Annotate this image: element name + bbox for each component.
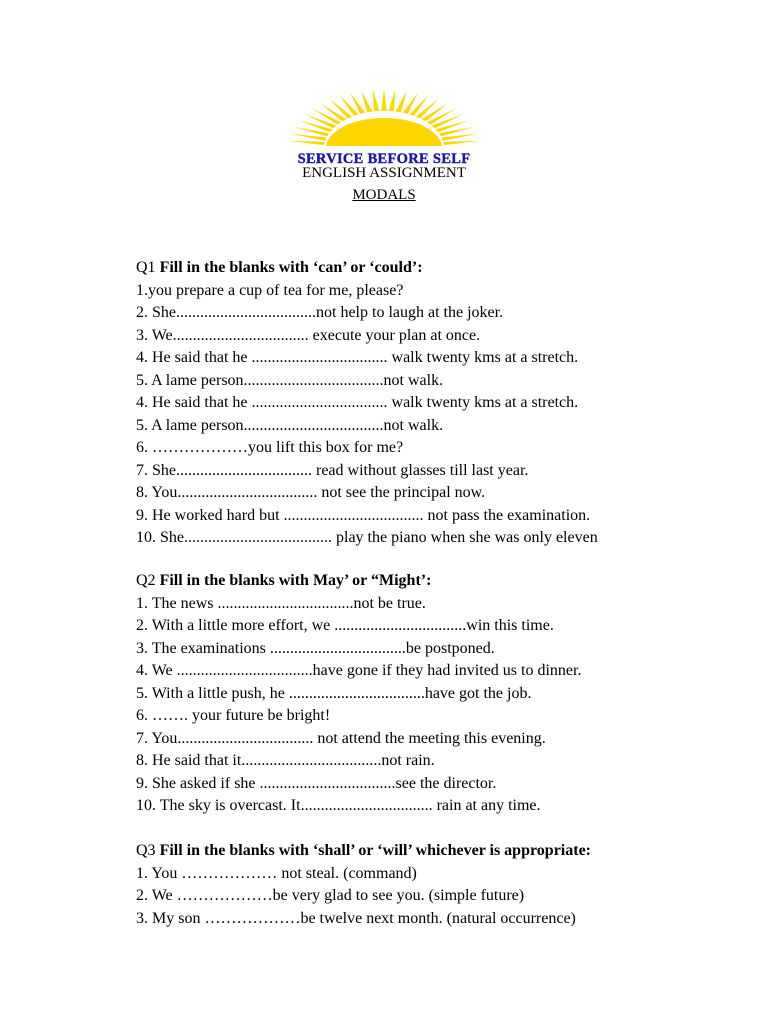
question-instruction: Fill in the blanks with ‘shall’ or ‘will’ whichever is appropriate: (159, 842, 591, 859)
question-number: Q1 (136, 259, 156, 276)
sun-ray (443, 141, 479, 145)
question-item: 9. She asked if she ..................................see the director. (136, 774, 497, 792)
question-items (136, 863, 736, 931)
question-section-2 (136, 570, 736, 818)
sun-ray (372, 89, 379, 111)
question-items (136, 280, 736, 550)
question-item: 3. We.................................. execute your plan at once. (136, 326, 481, 344)
question-item: 10. She..................................... play the piano when she was only eleven (136, 529, 598, 546)
logo-text: SERVICE BEFORE SELF (297, 151, 471, 167)
question-item: 1.you prepare a cup of tea for me, please? (136, 281, 404, 299)
document-subtitle: MODALS (352, 187, 416, 203)
question-item: 9. He worked hard but ................................... not pass the examination. (136, 506, 591, 524)
question-item: 6. ……. your future be bright! (136, 707, 331, 724)
question-item: 4. He said that he .................................. walk twenty kms at a stretch. (136, 394, 579, 411)
question-items (136, 593, 736, 818)
sun-ray (381, 88, 386, 110)
question-item: 6. ………………you lift this box for me? (136, 439, 404, 456)
rising-sun-icon (276, 88, 492, 170)
question-item: 2. With a little more effort, we .................................win this time. (136, 617, 554, 634)
question-item: 2. She...................................not help to laugh at the joker. (136, 304, 504, 321)
question-item: 3. My son ………………be twelve next month. (natural occurrence) (136, 909, 576, 927)
question-item: 8. You................................... not see the principal now. (136, 484, 486, 501)
question-instruction: Fill in the blanks with May’ or “Might’: (159, 572, 432, 589)
question-heading (136, 570, 736, 593)
logo (276, 88, 492, 170)
question-item: 2. We ………………be very glad to see you. (simple future) (136, 887, 525, 904)
question-item: 10. The sky is overcast. It................................. rain at any time. (136, 797, 541, 814)
sun-ray (436, 120, 469, 132)
question-item: 5. A lame person...................................not walk. (136, 371, 444, 389)
question-number: Q2 (136, 572, 156, 589)
question-item: 5. With a little push, he ..................................have got the job. (136, 684, 532, 702)
question-item: 1. The news ..................................not be true. (136, 594, 426, 612)
question-item: 4. We ..................................have gone if they had invited us to dinner. (136, 662, 582, 679)
question-section-3 (136, 840, 736, 930)
question-item: 7. You.................................. not attend the meeting this evening. (136, 729, 546, 747)
question-instruction: Fill in the blanks with ‘can’ or ‘could’: (159, 259, 423, 276)
document-title: ENGLISH ASSIGNMENT (302, 165, 466, 181)
sun-ray (339, 95, 358, 116)
question-section-1 (136, 257, 736, 550)
question-item: 4. He said that he .................................. walk twenty kms at a stretch. (136, 349, 579, 366)
sun-ray (409, 95, 428, 116)
question-heading (136, 840, 736, 863)
sun-ray (299, 120, 332, 132)
question-item: 7. She.................................. read without glasses till last year. (136, 461, 529, 479)
question-item: 8. He said that it...................................not rain. (136, 752, 435, 769)
sun-ray (291, 134, 327, 141)
question-heading (136, 257, 736, 280)
sun-ray (442, 134, 478, 141)
question-item: 3. The examinations ..................................be postponed. (136, 639, 495, 657)
question-number: Q3 (136, 842, 156, 859)
sun-ray (389, 89, 396, 111)
question-item: 1. You ……………… not steal. (command) (136, 864, 417, 882)
sun-ray (289, 141, 325, 145)
sun-ray (361, 90, 372, 112)
question-item: 5. A lame person...................................not walk. (136, 416, 444, 434)
sun-ray (396, 90, 407, 112)
